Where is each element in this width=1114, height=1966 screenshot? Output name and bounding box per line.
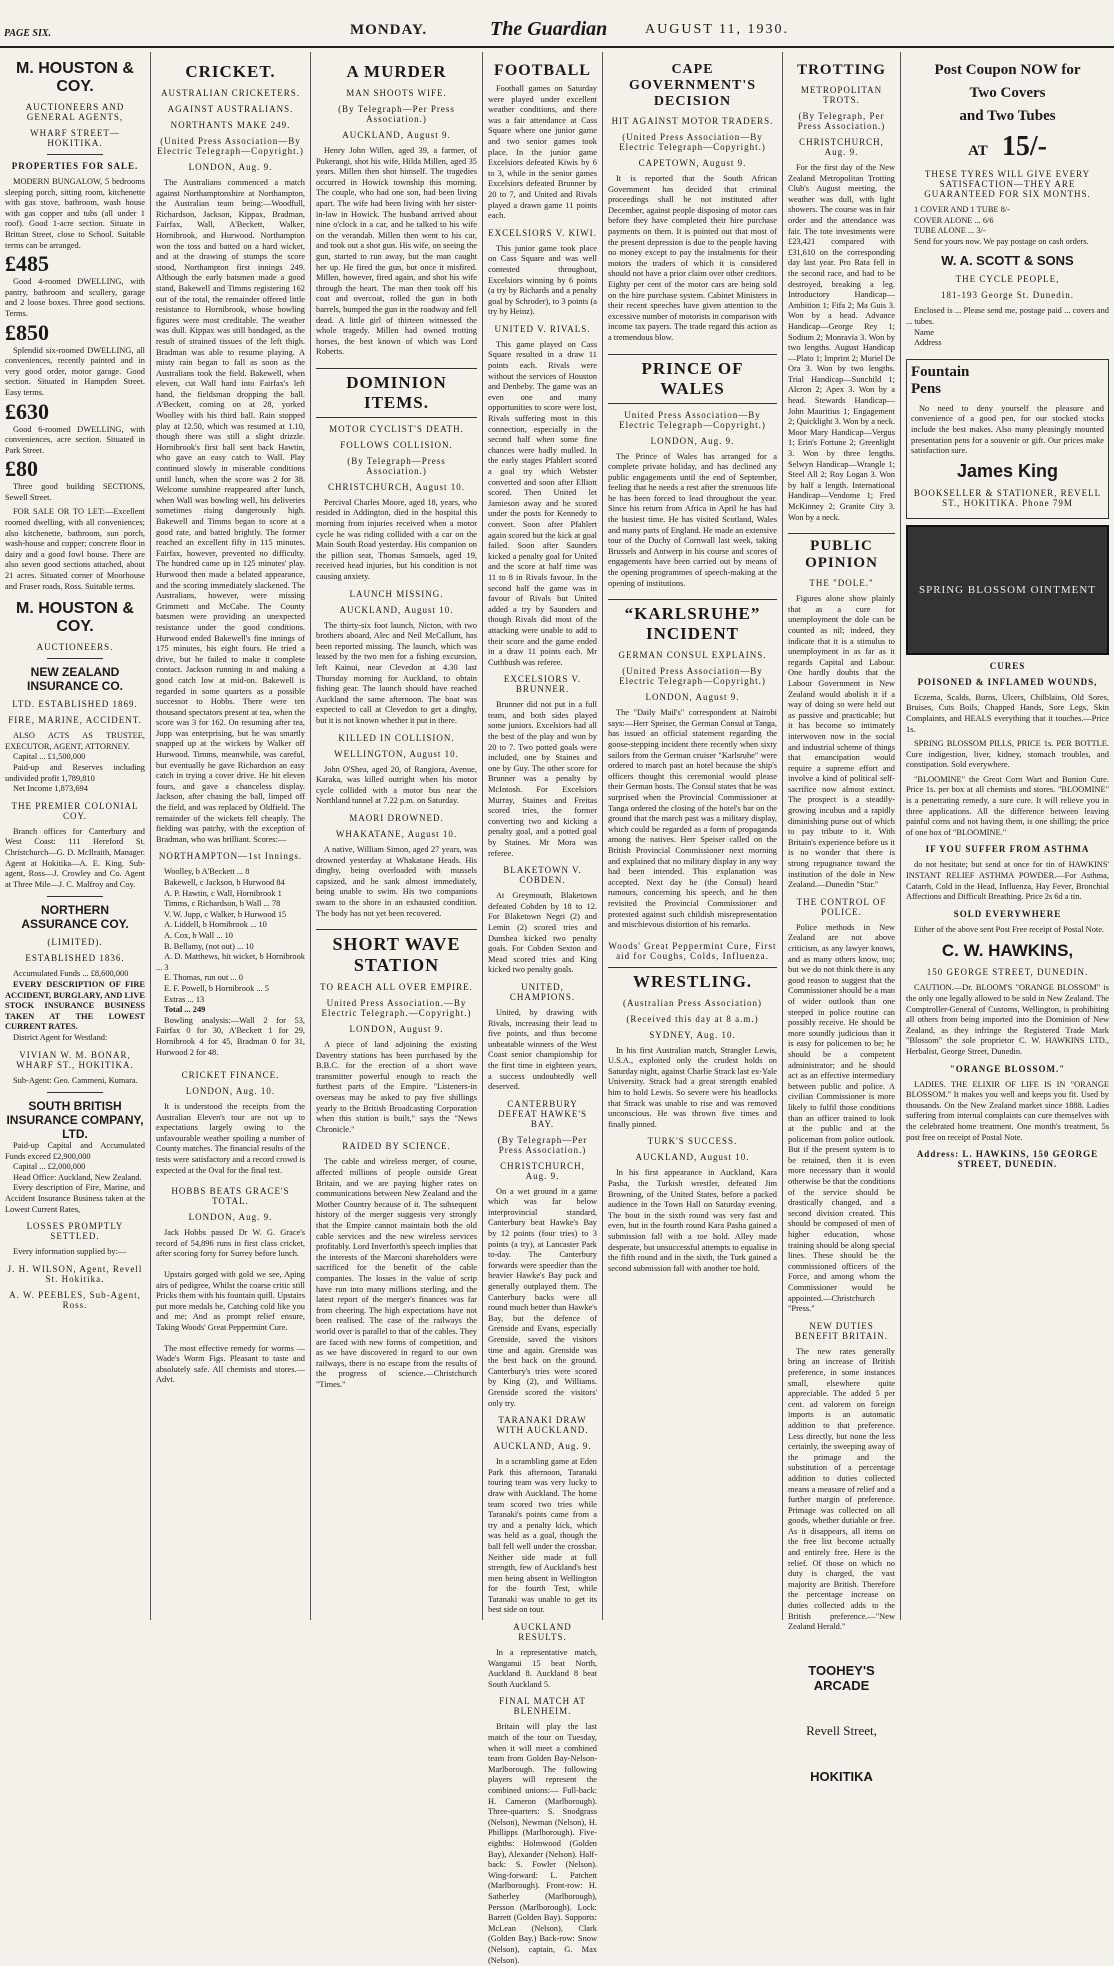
tooheys-town: HOKITIKA <box>810 1768 873 1784</box>
coupon-option-3: TUBE ALONE ... 3/- <box>914 226 986 236</box>
football-body-3: Brunner did not put in a full team, and both sides played some juniors. Excelsiors had all the best of the play and won by 20 to 7. Two potted goals were included, one by Staines and one by Guy. The other score for Brunner was a penalty by McIntosh. For Excelsiors Murray, Staines and Freitas scored tries, the former converting two and kicking a penalty goal, and a potted goal by Staines. Mr Mora was referee. <box>488 700 597 858</box>
column-1-ads <box>0 52 150 1620</box>
football-sub-2: UNITED V. RIVALS. <box>494 323 591 334</box>
northern-funds: Accumulated Funds ... £8,600,000 <box>13 969 129 979</box>
nz-insurance-colonial: THE PREMIER COLONIAL COY. <box>11 800 139 821</box>
coupon-guarantee: THESE TYRES WILL GIVE EVERY SATISFACTION—THEY ARE GUARANTEED FOR SIX MONTHS. <box>924 169 1091 199</box>
northern-ltd: (LIMITED). <box>47 937 103 948</box>
fountain-shop-sub: BOOKSELLER & STATIONER, REVELL ST., HOKITIKA. Phone 79M <box>913 487 1102 508</box>
hobbs-dateline: LONDON, Aug. 9. <box>188 1212 273 1223</box>
dominion-body-2: The thirty-six foot launch, Nicton, with two brothers aboard, Alec and Neil McCallum, has been reported missing. The launch, which was leased by the two men for a fishing excursion, left Kainui, near Clevedon at 4.30 last Thursday morning for Auckland, to obtain fishing gear. The launch should have reached Auckland the same afternoon. The boat was expected to call at Clevedon to get a dinghy, but it is not known whether it put in there. <box>316 620 477 725</box>
dominion-body-1: Percival Charles Moore, aged 18, years, who resided in Addington, died in the hospital this morning from injuries received when a motor cycle he was riding collided with a car on the Main South Road yesterday. His companion on the pillion seat, Thomas Samuels, aged 19, received head injuries, but his condition is not causing anxiety. <box>316 497 477 582</box>
prince-dateline: LONDON, Aug. 9. <box>650 435 735 446</box>
spring-blossom-image <box>906 525 1109 655</box>
property-2: Good 4-roomed DWELLING, with pantry, bathroom and scullery, garage and 2 loose boxes. Three good sections. Terms. <box>5 277 145 318</box>
football-body-8: In a representative match, Wanganui 15 beat North, Auckland 8. Auckland 8 beat South Auckland 5. <box>488 1648 597 1689</box>
property-5: Three good building SECTIONS, Sewell Street. <box>5 482 145 502</box>
ladies-text: LADIES. THE ELIXIR OF LIFE IS IN "ORANGE BLOSSOM." It makes you well and keeps you fit. Used by thousands. On the New Zealand market since 1888. Ladies suffering from internal complaints can cure themselves with the celebrated home treatment. One month's treatment, 5s post free on receipt of Postal Note. <box>906 1079 1109 1142</box>
coupon-option-2: COVER ALONE ... 6/6 <box>914 215 994 225</box>
property-1: MODERN BUNGALOW, 5 bedrooms sleeping porch, sitting room, kitchenette with gas stove, bathroom, wash house with gas copper and tubs (all under 1 roof). Good 1-acre section. Situate in Brittan Street, close to School. Suitable terms can be arranged. <box>5 177 145 250</box>
properties-heading: PROPERTIES FOR SALE. <box>11 161 139 171</box>
dominion-date-3: WELLINGTON, August 10. <box>334 748 459 759</box>
football-body-9: Britain will play the last match of the tour on Tuesday, when it will meet a combined team from Golden Bay-Nelson-Marlborough. The following players will represent the combined unions:— Full-back: H. Cameron (Marlborough). Three-quarters: S. Snodgrass (Nelson), Newman (Nelson), H. Phillipps (Marlborough). Five-eighths: Holmwood (Golden Bay), Alexander (Nelson). Half-back: S. Fowler (Nelson). Wing-forward: L. Patchett (Marlborough). Front-row: H. Satherley (Marlborough), Persson (Marlborough). Lock: Barrett (Golden Bay). Supports: McLean (Nelson), Clark (Golden Bay.) Back-row: Snow (Nelson), captain, G. Max (Nelson). <box>488 1722 597 1965</box>
divider <box>47 1092 103 1093</box>
turk-dateline: AUCKLAND, August 10. <box>635 1152 750 1163</box>
divider <box>47 658 103 659</box>
south-british-paid: Paid-up Capital and Accumulated Funds exceed £2,900,000 <box>5 1141 145 1161</box>
page-number: PAGE SIX. <box>4 28 52 39</box>
wrestling-credit: (Australian Press Association) <box>623 997 762 1008</box>
fountain-note: No need to deny yourself the pleasure and convenience of a good pen, for our stocked stocks include the best makes. Also many pleasingly mounted presentation pens for a souvenir or gift. Our prices make satisfaction sure. <box>911 403 1104 456</box>
cures-body: Eczema, Scalds, Burns, Ulcers, Chilblains, Old Sores, Bruises, Cuts Boils, Chapped Hands, Sore Legs, Skin Complaints, and HEALS everything that it touches.—Price 1s. <box>906 692 1109 734</box>
coupon-line-3: and Two Tubes <box>959 108 1056 124</box>
property-3: Splendid six-roomed DWELLING, all conveniences, recently painted and in very good order, motor garage. Good section. Situated in Hampden Street. Easy terms. <box>5 345 145 397</box>
property-4: Good 6-roomed DWELLING, with conveniences, acre section. Situated in Park Street. <box>5 424 145 455</box>
turk-headline: TURK'S SUCCESS. <box>647 1136 738 1147</box>
south-british-capital: Capital ... £2,000,000 <box>13 1162 86 1172</box>
fountain-pen-ad <box>906 359 1109 519</box>
peppermint-poem: Upstairs gorged with gold we see, Aping airs of pedigree, Whilst the coarse critic still Pricks them with his fountain quill. Upstairs put more medals be, Catching cold like you and me; And as prompt relief ensure, Taking Woods' Great Peppermint Cure. <box>156 1270 305 1332</box>
nz-insurance-paid: Paid-up and Reserves including undivided profit 1,789,810 <box>5 763 145 783</box>
karlsruhe-dateline: LONDON, August 9. <box>645 692 740 703</box>
northern-sub-agent: Sub-Agent: Geo. Cammeni, Kumara. <box>13 1075 138 1085</box>
dominion-date-1: CHRISTCHURCH, August 10. <box>327 481 466 492</box>
football-sub-3: EXCELSIORS V. BRUNNER. <box>503 674 582 695</box>
police-headline: THE CONTROL OF POLICE. <box>796 896 887 917</box>
masthead <box>0 14 1114 48</box>
cricket-scores <box>156 867 305 1005</box>
cricket-dateline: LONDON, Aug. 9. <box>188 162 273 172</box>
paper-title: The Guardian <box>490 18 608 40</box>
coupon-line-1: Post Coupon NOW for <box>934 62 1081 78</box>
column-4-football <box>482 52 602 1965</box>
score-line: A. Liddell, b Hornibrook ... 10 <box>164 920 267 930</box>
cape-headline: CAPE GOVERNMENT'S DECISION <box>628 62 757 109</box>
dominion-credit: (By Telegraph—Press Association.) <box>347 455 446 476</box>
dominion-sub-2: FOLLOWS COLLISION. <box>340 439 453 450</box>
column-3-news <box>310 52 482 1620</box>
short-wave-headline: SHORT WAVE STATION <box>316 929 477 976</box>
pills-advert: SPRING BLOSSOM PILLS, PRICE 1s. PER BOTTLE. Cure indigestion, liver, kidney, stomach troubles, and constipation. Sold everywhere. <box>906 739 1109 770</box>
score-line: A. P. Hawtin, c Wall, Hornibrook 1 <box>164 888 282 898</box>
raided-body: The cable and wireless merger, of course, affected millions of people outside Great Britain, and we are paying higher rates on communications between New Zealand and the Mother Country because of it. The subsequent history of the merger suggests very strongly that the Empire cannot maintain both the old cable services and the new wireless services profitably. Lord Inverforth's speech implies that the interests of the Marconi shareholders were sacrificed for the benefit of the cable companies. The losses in the value of scrip have run into many millions sterling, and the latest report of the merger's finances was far from cheering. The high expectations have not been realised. The case of the railways the world over is parallel to that of the cables. They are faced with new forms of competition, and as we have discovered in regard to our own railways, there is no escape from the results of the progress of science.—Christchurch "Times." <box>316 1157 477 1389</box>
fountain-line-2: Pens <box>911 380 941 397</box>
short-wave-credit: United Press Association.—By Electric Telegraph.—Copyright.) <box>321 998 472 1019</box>
masthead-day: MONDAY. <box>350 22 428 38</box>
nz-insurance-branch: Branch offices for Canterbury and West Coast: 111 Hereford St. Christchurch—G. D. McIlraith, Manager. Agent at Hokitika—A. E. King. Sub-agent, Ross—J. Crowley and Co. Agent at Three Mile—J. C. Malfroy and Coy. <box>5 826 145 889</box>
football-body-4: At Greymouth, Blaketown defeated Cobden by 18 to 12. For Blaketown Negri (2) and Lemin (2) scored tries and Dunshea kicked two penalty goals. For Cobden Sexton and Mead scored tries and King kicked two penalty goals. <box>488 891 597 975</box>
dominion-body-3: John O'Shea, aged 20, of Rangiora, Avenue, Karaka, was killed outright when his motor cycle collided with a motor bus near the Northland tunnel at 7.22 p.m. on Saturday. <box>316 764 477 806</box>
football-body-1: This junior game took place on Cass Square and was well contested throughout, Excelsiors winning by 6 points (a try by Richards and a penalty goal by Schroder), to 3 points (a try by Heinz). <box>488 243 597 317</box>
duties-headline: NEW DUTIES BENEFIT BRITAIN. <box>794 1320 889 1341</box>
hobbs-headline: HOBBS BEATS GRACE'S TOTAL. <box>171 1186 290 1207</box>
column-5-news <box>602 52 782 1620</box>
hawkins-title: C. W. HAWKINS, <box>941 941 1074 961</box>
sold-note: Either of the above sent Post Free receipt of Postal Note. <box>914 924 1105 934</box>
coupon-price: 15/- <box>1001 131 1047 162</box>
cricket-credit: (United Press Association—By Electric Telegraph—Copyright.) <box>157 136 304 156</box>
northern-agent: District Agent for Westland: <box>13 1032 108 1042</box>
northern-agent-name: VIVIAN W. M. BONAR, WHARF ST., HOKITIKA. <box>16 1049 134 1070</box>
nz-insurance-title: NEW ZEALAND INSURANCE CO. <box>26 665 123 694</box>
coupon-enclosed: Enclosed is ... Please send me, postage paid ... covers and ... tubes. <box>906 306 1109 326</box>
coupon-address-label: Address <box>914 338 942 348</box>
south-british-info: Every information supplied by:— <box>13 1247 127 1257</box>
northern-est: ESTABLISHED 1836. <box>25 953 125 964</box>
karlsruhe-headline: “KARLSRUHE” INCIDENT <box>608 599 777 644</box>
dominion-sub-1: MOTOR CYCLIST'S DEATH. <box>329 423 464 434</box>
dominion-headline: DOMINION ITEMS. <box>316 368 477 418</box>
nz-insurance-lines: FIRE, MARINE, ACCIDENT. <box>8 715 142 726</box>
score-line: A. D. Matthews, hit wicket, b Hornibrook ... 3 <box>156 952 305 972</box>
caution-text: CAUTION.—Dr. BLOOM'S "ORANGE BLOSSOM" is the only one legally allowed to be sold in New Zealand. The Comptroller-General of Customs, Wellington, is prohibiting all others from being imported into the Dominion of New Zealand, as they infringe the Registered Trade Mark "Blossom" the sole proprietor C. W. HAWKINS LTD., Herbalist, George Street, Dunedin. <box>906 983 1109 1056</box>
fountain-shop: James King <box>956 460 1059 481</box>
score-line: Woolley, b A'Beckett ... 8 <box>164 867 250 877</box>
divider <box>47 154 103 155</box>
football-sub-5: UNITED, CHAMPIONS. <box>509 981 576 1002</box>
football-body-2: This game played on Cass Square resulted in a draw 11 points each. Rivals were without the services of Houston and Denbeby. The game was an even one and many opportunities to score were lost, Rivals suffering most in this connection, especially in the second half when some fine chances were badly mulled. In the early stages Pfahlert scored a goal try which Webster converted and soon after Elliott scored. Then United let Jamieson away and he scored under the posts for Kennedy to convert. Soon after Pfahlert again scored but the kick at goal failed. Soon after Saunders kicked a penalty goal for United and the score at half time was 11 to 8 in Rivals favour. In the second half the game was in favour of Rivals but United added a try by Saunders and though Rivals did most of the attacking were unable to add to their score and the game ended in a draw 11 points each. Mr Cuthbush was referee. <box>488 339 597 667</box>
football-headline: FOOTBALL <box>494 62 591 79</box>
south-british-losses: LOSSES PROMPTLY SETTLED. <box>26 1221 124 1242</box>
police-body: Police methods in New Zealand are not above criticism, as any lawyer knows, and as many others know, too; but we do not think there is any good reason to suggest that the Commissioner should be a man of wider outlook than one steeped in police routine can possibly receive. He should be more soundly judicious than it is easy for policemen to be; he should be a competent administrator; and he should act as an effective intermediary between public and police. A civilian Commissioner is more likely to fulfil those conditions than an officer trained to look at the public and at the policeman from police outlook. But if the present system is to be retained, then it is even more necessary than it would otherwise be that the conditions of the service should be drastically changed, and a second division created. This should be composed of men of higher education, whose training should be along special lines. These should be the commissioned officers of the Force, and among whom the Commissioner would be appointed.—Christchurch "Press." <box>788 922 895 1314</box>
blossom-image-label: SPRING BLOSSOM OINTMENT <box>918 583 1097 596</box>
short-wave-sub: TO REACH ALL OVER EMPIRE. <box>320 982 473 993</box>
cricket-body: The Australians commenced a match against Northamptonshire at Northampton, the Australian team being:—Woodfull, Richardson, Jackson, Kippax, Bradman, Fairfax, Wall, A'Beckett, Walker, Hornibrook, and Hurwood. Northampton won the toss and batted on a hard wicket, and at the drawing of stumps the score stood, Northampton first innings 249. Although the early batsmen made a good stand, Bakewell and Timms registering 162 out of the total, the remainder offered little resistance to Hornibrook, whose bowling figures were most creditable. The weather was dull. Kippax was still bandaged, as the result of strained tissues of the left thigh. Bradman was able to resume playing. A misty rain began to fall as soon as the Australians took the field. Bakewell, when eleven, cut Wall hard into Fairfax's left hand, the fieldsman dropping the ball. A'Beckett, coming on at 28, yorked Woolley with his third ball. Rain stopped play at 12.50, which was resumed at 1.10, though there was still a slight drizzle. Hornibrook's first ball sent back Hawtin, who gave an easy catch to Wall. Play continued slowly in miserable conditions until lunch, when the score was 2 for 38. Welcome sunshine reappeared after lunch, when Wall was bowling well, his deliveries sometimes rising dangerously high. Bakewell and Timms began to score at a good rate, and batted brightly. The former reached an excellent fifty in 115 minutes. Fairfax, however, prevented no difficulty. The hundred came up in 125 minutes' play. Hurwood then made a belated appearance, and the scoring immediately slackened. The Australians, however, were missing Grimmett and McCabe. The County batsmen were providing an unexpected resistance under the good conditions. Hurwood ended Bakewell's fine innings of 175 minutes, his eight fours. He tried a drive, but he failed to make it complete contact. Jackson running in and making a good catch low at mid-on. Bakewell is regarded in some quarters as a possible successor to Hobbs. There were ten thousand spectators present at tea, when the score was 3 for 162. On resuming after tea, Jupp was enterprising, but he was smartly snapped up at the wickets by Walker off Hurwood. Timms, meanwhile, was careful, but eventually he gave Richardson an easy catch in trying a cover drive. He hit eleven fours, and gave a chanceless display. Jackson, after chasing the ball, limped off the field, and was replaced by Oldfield. The remainder of the wickets fell cheaply. The fielding was patchy, with the exception of Bradman, who was brilliant. Scores:— <box>156 178 305 844</box>
coupon-line-2: Two Covers <box>969 85 1046 101</box>
karlsruhe-body: The "Daily Mail's" correspondent at Nairobi says:—Herr Speiser, the German Consul at Tanga, has issued an official statement regarding the goose-stepping incident there recently when sixty sailors from the German cruiser "Karlsruhe" were ordered to march past an hotel because the ship's officers thought this ceremonial would please their German hosts. The Consul states that he was surprised when the Provincial Commissioner at Tanga ordered the closing of the hotel's bar on the ground that the march past was a military display, which could be regarded as a form of propaganda among the natives. Herr Speiser called on the British Provincial Commissioner next morning and explained that no military display in any way had been intended. This explanation was accepted. Next day he (the Consul) heard rumours, concerning his speech, and he then revisited the Provincial Commissioner and protested against such childish misrepresentation and mischievous distortion of his remarks. <box>608 708 777 930</box>
south-british-head: Head Office: Auckland, New Zealand. <box>13 1172 142 1182</box>
dominion-date-2: AUCKLAND, August 10. <box>339 604 454 615</box>
score-line: Bakewell, c Jackson, b Hurwood 84 <box>164 878 285 887</box>
houston-title: M. HOUSTON & COY. <box>16 60 134 95</box>
finance-headline: CRICKET FINANCE. <box>181 1070 280 1081</box>
score-line: A. Cox, b Wall ... 10 <box>164 930 233 940</box>
fountain-line-1: Fountain <box>911 363 970 380</box>
prince-body: The Prince of Wales has arranged for a complete private holiday, and has declined any public engagements until the end of September, feeling that he needs a rest after the strenuous life he has been forced to lead throughout the year. Since his return from Africa in April he has had the busiest time. He has visited Scotland, Wales and many parts of England. He made an extensive tour of the Duchy of Cornwall last week, taking Brussels and Antwerp in his course and scores of engagements have been carried out by means of the opening programmes of speech-making at the opening of institutions. <box>608 451 777 588</box>
cricket-headline: CRICKET. <box>185 62 276 81</box>
houston-subtitle-2: AUCTIONEERS. <box>36 642 114 653</box>
dole-headline: THE "DOLE." <box>809 578 874 589</box>
football-body-6: On a wet ground in a game which was far below interprovincial standard, Canterbury beat Hawke's Bay by 12 points (four tries) to 3 points (a try), at Lancaster Park to-day. The Canterbury forwards were speedier than the heavier Hawke's Bay pack and generally outplayed them. The Canterbury backs were all round much better than Hawke's Bay, but the defence of Grenside and Evans, especially Grenside, saved the visitors time and again. Grenside was the best back on the ground. Canterbury's tries were scored by King (2), and Williams. Grenside scored the visitors' only try. <box>488 1186 597 1408</box>
duties-body: The new rates generally bring an increase of British preference, in some instances small, elsewhere quite appreciable. The added 5 per cent. ad valorem on foreign imports is an automatic addition to that preference. Less directly, but none the less certainly, the sweeping away of the primage and the substitution of a percentage addition to duties collected means a measure of relief and a further margin of preference. Primage was collected on all goods, whether dutiable or free. As it disappears, all items on the free list become actually and entirely free. Here is the relief. Of those on which no duty is charged, the vast majority are British. Therefore the percentage increase on duties collected adds to the British preference.—"New Zealand Herald." <box>788 1346 895 1632</box>
turk-body: In his first appearance in Auckland, Kara Pasha, the Turkish wrestler, defeated Jim Browning, of the United States, before a packed audience in the Town Hall on Saturday evening. The bout in the sixth round was very fast and even, but in the fourth round Kara Pasha gained a submission fall with a toe hold. Alley made desperate, but unsuccessful attempts to equalise in the fifth round and in the sixth, the Turk gained a second submission fall with another toe hold. <box>608 1168 777 1273</box>
score-line: Extras ... 13 <box>164 994 205 1004</box>
finance-body: It is understood the receipts from the Australian Eleven's tour are not up to expectations largely owing to the unfavourable weather spoiling a number of County matches. The financial results of the tests were satisfactory and a record crowd is expected at the Oval for the final test. <box>156 1102 305 1175</box>
sold-everywhere: SOLD EVERYWHERE <box>953 908 1062 919</box>
price-3: £630 <box>5 398 49 424</box>
football-sub-7: TARANAKI DRAW WITH AUCKLAND. <box>496 1415 589 1436</box>
scott-address: 181-193 George St. Dunedin. <box>940 290 1075 301</box>
price-1: £485 <box>5 251 49 277</box>
orange-blossom-heading: "ORANGE BLOSSOM." <box>949 1063 1066 1074</box>
football-sub-6: CANTERBURY DEFEAT HAWKE'S BAY. <box>498 1098 587 1129</box>
nz-insurance-acts: ALSO ACTS AS TRUSTEE, EXECUTOR, AGENT, ATTORNEY. <box>5 731 145 751</box>
football-body-5: United, by drawing with Rivals, increasing their lead to five points, and thus become unbeatable winners of the West Coast senior championship for the first time in eighteen years, a success undoubtedly well deserved. <box>488 1007 597 1092</box>
cricket-total: Total ... 249 <box>164 1005 206 1015</box>
column-6-news <box>782 52 900 1784</box>
houston-subtitle: AUCTIONEERS AND GENERAL AGENTS, <box>25 102 125 122</box>
column-2-cricket <box>150 52 310 1620</box>
prince-credit: United Press Association—By Electric Telegraph—Copyright.) <box>619 409 766 430</box>
coupon-send: Send for yours now. We pay postage on cash orders. <box>914 236 1089 246</box>
hobbs-body: Jack Hobbs passed Dr W. G. Grace's record of 54,896 runs in first class cricket, after scoring forty for Surrey before lunch. <box>156 1228 305 1259</box>
football-sub-9: FINAL MATCH AT BLENHEIM. <box>499 1696 586 1717</box>
worm-advert: The most effective remedy for worms —Wade's Worm Figs. Pleasant to taste and absolutely safe. All chemists and stores.—Advt. <box>156 1343 305 1385</box>
tooheys-title: TOOHEY'S ARCADE <box>808 1662 875 1693</box>
karlsruhe-credit: (United Press Association—By Electric Telegraph—Copyright.) <box>619 666 766 687</box>
murder-headline: A MURDER <box>346 62 447 81</box>
dominion-sub-4: KILLED IN COLLISION. <box>338 732 455 743</box>
nz-insurance-capital: Capital ... £1,500,000 <box>13 752 86 762</box>
score-line: E. Thomas, run out ... 0 <box>164 973 243 983</box>
score-line: E. F. Powell, b Hornibrook ... 5 <box>164 983 269 993</box>
scott-title: W. A. SCOTT & SONS <box>941 253 1074 269</box>
trotting-credit: (By Telegraph, Per Press Association.) <box>797 111 886 131</box>
woods-advert: Woods' Great Peppermint Cure, First aid for Coughs, Colds, Influenza. <box>608 940 777 961</box>
score-line: V. W. Jupp, c Walker, b Hurwood 15 <box>164 909 287 919</box>
wrestling-body: In his first Australian match, Strangler Lewis, U.S.A., exploited only the crudest holds on Saturday night, against Charlie Strack last ex-Yale University. Strack had a great strength enabled him to hold Lewis. So severe were his headlocks that Strack was unable to rise and was removed unconscious. He was thrown five times and finally pinned. <box>608 1045 777 1129</box>
coupon-option-1: 1 COVER AND 1 TUBE 8/- <box>914 205 1010 214</box>
cricket-sub-2: AGAINST AUSTRALIANS. <box>167 104 294 114</box>
price-2: £850 <box>5 319 49 345</box>
asthma-heading: IF YOU SUFFER FROM ASTHMA <box>925 844 1090 855</box>
trotting-body: For the first day of the New Zealand Metropolitan Trotting Club's August meeting, the weather was dull, with light showers. The course was in fair order and the attendance was fair. The tote investments were £23,421 compared with £31,610 on the corresponding day last year. Pro Rata fell in the second race, and had to be destroyed, breaking a leg. Introductory Handicap—Ambition 1; Fifa 2; Ma Guis 3. Won by a head. Advance Handicap—George Rey 1; Sodium 2; Monravia 3. Won by two lengths. August Handicap—Plato 1; Imprint 2; Muriel De Ora 3. Won by two lengths. Trial Handicap—Sunchild 1; Alcron 2; Apex 3. Won by a head. Stewards Handicap—John Mauritius 1; Engagement 2; Quicklight 3. Won by a neck. Moor Mary Handicap—Vergus 1; Erin's Fortune 2; Greenlight 3. Won by three lengths. Selwyn Handicap—Wrangle 1; Steel All 2; Roy Logan 3. Won by half a length. International Handicap—Vendome 1; Fred McKinney 2; Granite City 3. Won by a neck. <box>788 163 895 522</box>
cures-heading: CURES <box>989 660 1026 671</box>
northern-desc: EVERY DESCRIPTION OF FIRE ACCIDENT, BURGLARY, AND LIVE STOCK INSURANCE BUSINESS TAKEN AT THE LOWEST CURRENT RATES. <box>5 979 145 1032</box>
northern-title: NORTHERN ASSURANCE COY. <box>21 903 129 932</box>
coupon-name-label: Name <box>914 327 934 337</box>
trotting-sub: METROPOLITAN TROTS. <box>800 85 883 105</box>
trotting-dateline: CHRISTCHURCH, Aug. 9. <box>799 137 884 157</box>
cricket-sub-1: AUSTRALIAN CRICKETERS. <box>160 88 300 98</box>
wrestling-dateline: SYDNEY, Aug. 10. <box>649 1029 736 1040</box>
wrestling-received: (Received this day at 8 a.m.) <box>626 1013 759 1024</box>
south-british-title: SOUTH BRITISH INSURANCE COMPANY, LTD. <box>6 1099 144 1142</box>
cures-subheading: POISONED & INFLAMED WOUNDS, <box>917 676 1098 687</box>
south-british-agent-2: A. W. PEEBLES, Sub-Agent, Ross. <box>9 1289 141 1310</box>
dominion-sub-5: MAORI DROWNED. <box>349 812 444 823</box>
football-sub-4: BLAKETOWN V. COBDEN. <box>503 865 582 886</box>
public-opinion-headline: PUBLIC OPINION <box>788 533 895 572</box>
dominion-date-4: WHAKATANE, August 10. <box>335 828 458 839</box>
dominion-body-4: A native, William Simon, aged 27 years, was drowned yesterday at Whakatane Heads. His dinghy, being overloaded with mussels capsized, and he sank almost immediately, being unable to swim. His two companions swam to the shore in an exhausted condition. The body has not yet been recovered. <box>316 844 477 918</box>
football-intro: Football games on Saturday were played under excellent weather conditions, and there was a fair attendance at Cass Square where one junior game and two senior games took place. In the junior game Excelsiors defeated Kiwis by 6 to 3, while in the senior games Excelsiors defeated Brunner by 20 to 7, and United and Rivals played a drawn game 11 points each. <box>488 84 597 221</box>
murder-dateline: AUCKLAND, August 9. <box>342 130 451 140</box>
coupon-at: AT <box>968 143 988 159</box>
cape-sub: HIT AGAINST MOTOR TRADERS. <box>611 116 774 126</box>
raided-headline: RAIDED BY SCIENCE. <box>342 1141 451 1152</box>
murder-body: Henry John Willen, aged 39, a farmer, of Pukerangi, shot his wife, Hilda Millen, aged 35 years. Millen then shot himself. The tragedies occurred in Howick township this morning. The couple, who had one son, had been living apart. The wife had been living with her sister-in-law in Howick. The husband arrived about nine o'clock in a car, and he talked to his wife on the verandah. Millen then went to his car, and took out a shot gun. His wife, on seeing the gun, started to run away, but the man caught her up. He fired the gun, but once it misfired. Millen, however, fired again, and shot his wife through the heart. The man then took off his coat and overcoat, rolled the gun in both barrels, bumped the gun in the roadway and fell dead. A little girl of thirteen witnessed the whole tragedy. Millen had owned trotting horses, the best known of which was Lord Roberts. <box>316 146 477 357</box>
short-wave-body: A piece of land adjoining the existing Daventry stations has been purchased by the B.B.C. for the erection of a short wave transmitter powerful enough to reach the furthest parts of the Empire. "Listeners-in overseas may be asked to pay five shillings yearly to the British Broadcasting Corporation when this station is built," says the "News Chronicle." <box>316 1040 477 1134</box>
score-line: Timms, c Richardson, b Wall ... 78 <box>164 899 281 909</box>
scott-sub: THE CYCLE PEOPLE, <box>955 274 1060 285</box>
prince-headline: PRINCE OF WALES <box>608 354 777 404</box>
football-date-6: CHRISTCHURCH, Aug. 9. <box>500 1160 585 1181</box>
football-credit-6: (By Telegraph—Per Press Association.) <box>497 1134 588 1155</box>
houston-title-2: M. HOUSTON & COY. <box>16 600 134 636</box>
nz-insurance-net: Net Income 1,873,694 <box>13 784 88 794</box>
price-4: £80 <box>5 456 38 482</box>
football-sub-8: AUCKLAND RESULTS. <box>513 1622 572 1643</box>
cricket-innings: NORTHAMPTON—1st Innings. <box>158 851 303 862</box>
football-body-7: In a scrambling game at Eden Park this afternoon, Taranaki touring team was very lucky to draw with Auckland. The home team scored two tries while Taranaki's points came from a try and a penalty kick, which was held as a goal, though the ball fell well under the crossbar. Neither side made at full strength, few of Auckland's best men being absent in Wellington for the fourth Test, while Taranaki was unable to get its best side on tour. <box>488 1457 597 1615</box>
cape-body: It is reported that the South African Government has decided that criminal proceedings shall be not instituted after December, against people disposing of motor cars before they have completed their hire purchase payments on them. It is pointed out that most of the present depression is due to the people having no money except to pay the instalments for their motors the traders of which it is considered should not have a prior claim over other creditors. Eighty per cent of the motor cars are being sold on the hire purchase system. Cabinet Ministers in their recent speeches have given attention to the excessive number of motorists in comparison with income tax payers. The trade regard this action as a tremendous blow. <box>608 174 777 342</box>
asthma-body: do not hesitate; but send at once for tin of HAWKINS' INSTANT RELIEF ASTHMA POWDER.—For Asthma, Catarrh, Cold in the Head, Influenza, Hay Fever, Bronchial Affections and Difficult Breathing. Price 2s 6d a tin. <box>906 860 1109 902</box>
coupon-address-field[interactable] <box>906 338 1109 349</box>
trotting-headline: TROTTING <box>797 62 886 78</box>
murder-credit: (By Telegraph—Per Press Association.) <box>338 104 455 124</box>
cricket-analysis: Bowling analysis:—Wall 2 for 53, Fairfax 0 for 30, A'Beckett 1 for 29, Hornibrook 4 for 45, Bradman 0 for 31, Hurwood 2 for 48. <box>156 1015 305 1057</box>
cape-dateline: CAPETOWN, August 9. <box>638 158 747 168</box>
coupon-name-field[interactable] <box>906 328 1109 339</box>
tooheys-street: Revell Street, <box>806 1722 877 1738</box>
property-6: FOR SALE OR TO LET:—Excellent roomed dwelling, with all conveniences; also kitchenette, bathroom, sun porch, wash-house and copper; concrete floor in dairy and a good fowl house. There are also seven good sections attached, about 21 acres. Situated corner of Moorhouse and Fraser roads, Ross. Suitable terms. <box>5 507 145 591</box>
football-date-7: AUCKLAND, Aug. 9. <box>493 1441 592 1452</box>
cricket-sub-3: NORTHANTS MAKE 249. <box>170 120 291 130</box>
divider <box>47 896 103 897</box>
ladies-address: Address: L. HAWKINS, 150 GEORGE STREET, DUNEDIN. <box>916 1149 1099 1170</box>
houston-street: WHARF STREET—HOKITIKA. <box>30 128 120 148</box>
dole-body: Figures alone show plainly that as a cure for unemployment the dole can be counted as nil; indeed, they indicate that it is a stimulus to unemployment in as far as it regards Capital and Labour. One hardly doubts that the Labour Government in New Zealand would abolish it if a way of doing so were held out as passive and practicable; but it has become so intimately interwoven now in the social and industrial scheme of things that emancipation would require a supreme effort and involve a kind of political self-sacrifice now almost extinct. The prospect is a steadily-growing incubus and a rapidly diminishing purse out of which to pay tribute to it. With Britain's experience before us it is no wonder that there is strong repugnance toward the institution of the dole in New Zealand.—Dunedin "Star." <box>788 594 895 890</box>
bloomine-advert: "BLOOMINE" the Great Corn Wart and Bunion Cure. Price 1s. per box at all chemists and stores. "BLOOMINE" is a penetrating remedy, a sure cure. It will relieve you in three applications. All the difference between leaving painful corns and not having them, is one shilling; the price of one box of "BLOOMINE." <box>906 774 1109 837</box>
hawkins-address: 150 GEORGE STREET, DUNEDIN. <box>926 967 1089 978</box>
wrestling-headline: WRESTLING. <box>608 967 777 992</box>
masthead-date: AUGUST 11, 1930. <box>645 22 790 37</box>
cape-credit: (United Press Association—By Electric Telegraph—Copyright.) <box>619 132 766 152</box>
south-british-desc: Every description of Fire, Marine, and Accident Insurance Business taken at the Lowest Current Rates, <box>5 1183 145 1214</box>
finance-dateline: LONDON, Aug. 10. <box>185 1086 276 1097</box>
football-sub-1: EXCELSIORS V. KIWI. <box>488 227 597 238</box>
murder-sub: MAN SHOOTS WIFE. <box>346 88 447 98</box>
south-british-agent-1: J. H. WILSON, Agent, Revell St. Hokitika. <box>7 1263 143 1284</box>
dominion-sub-3: LAUNCH MISSING. <box>349 588 444 599</box>
karlsruhe-sub: GERMAN CONSUL EXPLAINS. <box>618 650 767 661</box>
column-7-ads <box>900 52 1114 1620</box>
nz-insurance-est: LTD. ESTABLISHED 1869. <box>12 699 138 710</box>
short-wave-dateline: LONDON, August 9. <box>349 1024 444 1035</box>
score-line: B. Bellamy, (not out) ... 10 <box>164 941 254 951</box>
